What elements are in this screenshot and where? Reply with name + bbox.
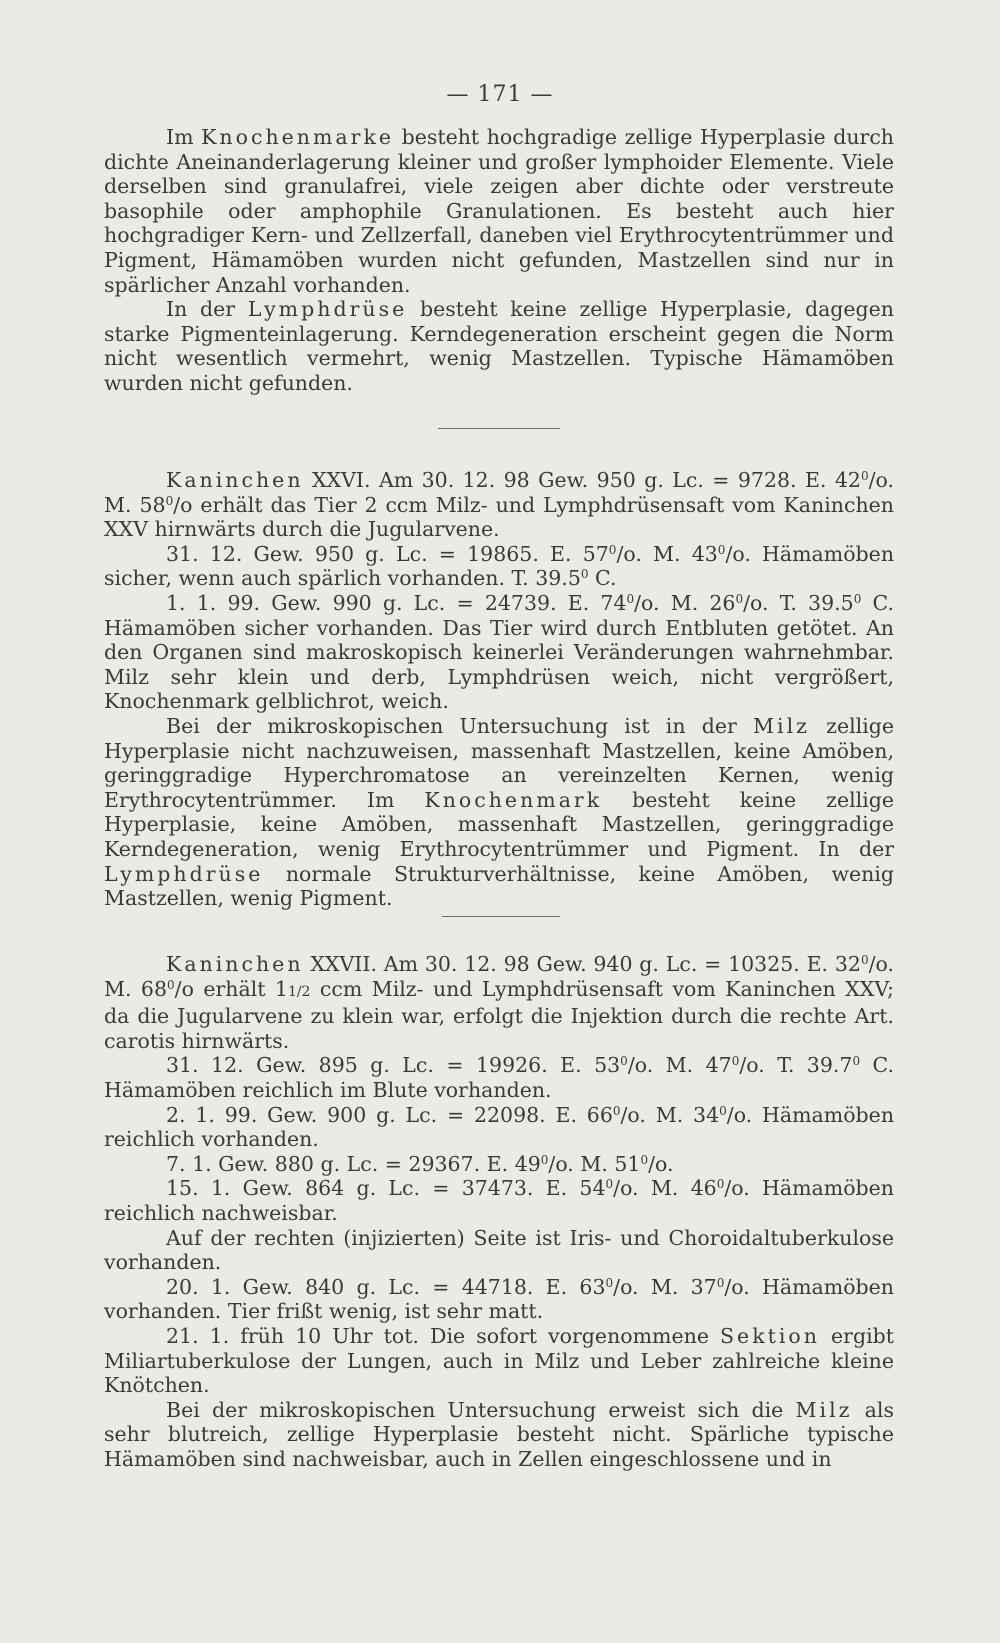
spaced-term: Knochenmarke <box>201 125 395 149</box>
spaced-term: Kaninchen <box>166 952 304 976</box>
paragraph <box>104 1103 894 1152</box>
spaced-term: Lymphdrüse <box>104 861 264 886</box>
text: 2. 1. 99. Gew. 900 g. Lc. = 22098. E. 66 <box>166 1102 613 1127</box>
superscript: 0 <box>716 1177 725 1192</box>
superscript: 0 <box>612 1103 621 1118</box>
text: 31. 12. Gew. 950 g. Lc. = 19865. E. 57 <box>166 541 609 566</box>
text: XXVI. Am 30. 12. 98 Gew. 950 g. Lc. = 9728. E. 42 <box>303 468 861 492</box>
superscript: 0 <box>860 469 869 483</box>
text: als sehr blutreich, zellige Hyperplasie besteht nicht. Spärliche typische Hämamöben sind nachweisbar, auch in Zellen eingeschlossene und in <box>104 1397 894 1471</box>
superscript: 0 <box>735 591 744 606</box>
superscript: 0 <box>608 542 617 557</box>
superscript: 0 <box>719 1103 727 1118</box>
text: /o. M. 43 <box>616 541 718 566</box>
text: /o. Hämamöben sicher, wenn auch spärlich vorhanden. T. 39.5 <box>104 541 895 591</box>
text: 7. 1. Gew. 880 g. Lc. = 29367. E. 49 <box>166 1151 541 1176</box>
superscript: 0 <box>167 977 175 992</box>
paragraph <box>104 1176 894 1225</box>
text: /o. M. 58 <box>104 468 894 517</box>
superscript: 0 <box>853 591 862 606</box>
text: /o. M. 37 <box>613 1274 717 1299</box>
paragraph <box>104 297 894 395</box>
section-divider <box>438 428 560 429</box>
paragraph <box>104 1398 894 1472</box>
fraction: 1/2 <box>287 983 311 1000</box>
paragraph: Auf der rechten (injizierten) Seite ist Iris- und Choroidaltuberkulose vorhanden. <box>104 1225 894 1275</box>
text: /o. <box>648 1151 674 1176</box>
paragraph <box>104 1275 894 1324</box>
text: Im <box>166 125 202 149</box>
text: Bei der mikroskopischen Untersuchung ist in der <box>166 713 754 738</box>
paragraph <box>104 1152 894 1177</box>
spaced-term: Knochenmark <box>424 787 603 812</box>
text: /o. M. 68 <box>104 952 894 1001</box>
spaced-term: Milz <box>795 1397 853 1422</box>
text: 31. 12. Gew. 895 g. Lc. = 19926. E. 53 <box>166 1053 621 1078</box>
superscript: 0 <box>620 1054 628 1069</box>
text: /o erhält das Tier 2 ccm Milz- und Lymphdrüsensaft vom Kaninchen XXV hirnwärts durch die Jugularvene. <box>104 492 895 542</box>
section-divider <box>442 916 560 917</box>
paragraph <box>104 1053 894 1102</box>
text: /o. Hämamöben reichlich vorhanden. <box>104 1102 895 1152</box>
paragraph <box>104 714 894 911</box>
paragraph <box>104 1324 894 1398</box>
section-kaninchen-xxvi <box>104 468 894 911</box>
text: besteht keine zellige Hyperplasie, keine Amöben, massenhaft Mastzellen, geringgradige Kerndegeneration, wenig Erythrocytentrümmer und Pigment. In der <box>104 787 894 861</box>
text: /o. M. 34 <box>620 1102 720 1127</box>
text: C. Hämamöben reichlich im Blute vorhanden. <box>104 1053 895 1102</box>
superscript: 0 <box>860 953 869 967</box>
paragraph <box>104 125 894 297</box>
text: 15. 1. Gew. 864 g. Lc. = 37473. E. 54 <box>166 1176 606 1201</box>
text: ergibt Miliartuberkulose der Lungen, auch in Milz und Leber zahlreiche kleine Knötchen. <box>104 1323 894 1398</box>
text: normale Strukturverhältnisse, keine Amöben, wenig Mastzellen, wenig Pigment. <box>104 861 894 911</box>
text: ccm Milz- und Lymphdrüsensaft vom Kaninchen XXV; da die Jugularvene zu klein war, erfolgt die Injektion durch die rechte Art. carotis hirnwärts. <box>104 976 894 1053</box>
text: /o. Hämamöben vorhanden. Tier frißt wenig, ist sehr matt. <box>104 1274 894 1324</box>
page-number: — 171 — <box>446 82 554 107</box>
text: besteht hochgradige zellige Hyperplasie durch dichte Aneinanderlagerung kleiner und großer lymphoider Elemente. Viele derselben sind granulafrei, viele zeigen aber dichte oder verstreute basophile oder amphophile Granulationen. Es besteht auch hier hochgradiger Kern- und Zellzerfall, daneben viel Erythrocytentrümmer und Pigment, Hämamöben wurden nicht gefunden, Mastzellen sind nur in spärlicher Anzahl vorhanden. <box>104 125 894 297</box>
paragraph <box>104 591 894 714</box>
text: /o. M. 51 <box>548 1151 641 1176</box>
spaced-term: Milz <box>753 713 810 738</box>
paragraph <box>104 542 894 591</box>
spaced-term: Lymphdrüse <box>247 297 408 322</box>
superscript: 0 <box>540 1152 549 1167</box>
superscript: 0 <box>626 591 635 606</box>
text: 1. 1. 99. Gew. 990 g. Lc. = 24739. E. 74 <box>166 590 627 615</box>
paragraph <box>104 468 894 542</box>
superscript: 0 <box>605 1177 614 1192</box>
superscript: 0 <box>716 1275 725 1290</box>
text: zellige Hyperplasie nicht nachzuweisen, massenhaft Mastzellen, keine Amöben, geringgradige Hyperchromatose an vereinzelten Kernen, wenig Erythrocytentrümmer. Im <box>104 713 894 812</box>
superscript: 0 <box>165 493 174 508</box>
superscript: 0 <box>605 1275 614 1290</box>
text: /o. T. 39.5 <box>743 590 854 615</box>
text: besteht keine zellige Hyperplasie, dagegen starke Pigmenteinlagerung. Kerndegeneration erscheint gegen die Norm nicht wesentlich vermehrt, wenig Mastzellen. Typische Hämamöben wurden nicht gefunden. <box>104 297 895 395</box>
section-kaninchen-xxvii <box>104 952 894 1471</box>
text: 21. 1. früh 10 Uhr tot. Die sofort vorgenommene <box>166 1323 721 1348</box>
text: /o erhält 1 <box>174 976 288 1001</box>
text: /o. M. 47 <box>627 1053 732 1078</box>
text: XXVII. Am 30. 12. 98 Gew. 940 g. Lc. = 10325. E. 32 <box>303 952 861 976</box>
spaced-term: Sektion <box>720 1323 820 1348</box>
paragraph <box>104 952 894 1053</box>
text: /o. M. 26 <box>634 590 736 615</box>
text: Bei der mikroskopischen Untersuchung erweist sich die <box>166 1397 796 1422</box>
text: C. <box>588 566 617 591</box>
text: C. Hämamöben sicher vorhanden. Das Tier wird durch Entbluten getötet. An den Organen sind makroskopisch keinerlei Veränderungen wahrnehmbar. Milz sehr klein und derb, Lymphdrüsen weich, nicht vergrößert, Knochenmark gelblichrot, weich. <box>104 590 895 714</box>
text: /o. Hämamöben reichlich nachweisbar. <box>104 1176 894 1225</box>
superscript: 0 <box>580 567 589 582</box>
superscript: 0 <box>852 1054 861 1069</box>
spaced-term: Kaninchen <box>166 468 304 492</box>
superscript: 0 <box>731 1054 740 1069</box>
superscript: 0 <box>640 1152 649 1167</box>
superscript: 0 <box>717 542 726 557</box>
section-knochenmark <box>104 125 894 396</box>
text: /o. T. 39.7 <box>739 1053 853 1078</box>
text: In der <box>166 297 248 322</box>
text: 20. 1. Gew. 840 g. Lc. = 44718. E. 63 <box>166 1274 606 1299</box>
text: /o. M. 46 <box>613 1176 717 1201</box>
